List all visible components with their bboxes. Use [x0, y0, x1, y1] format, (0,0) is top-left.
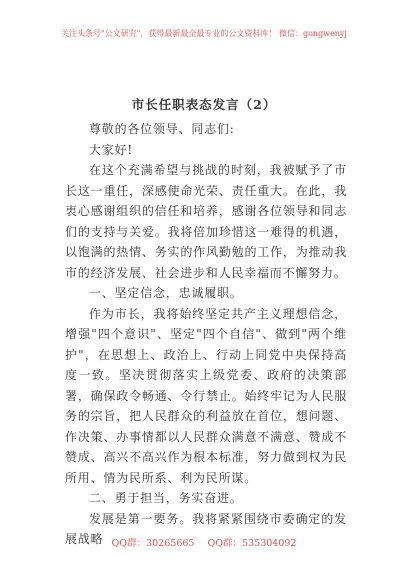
footer-qq-group-1: QQ群：30265665 — [111, 538, 195, 549]
document-body — [65, 119, 347, 550]
section-heading-2: 二、勇于担当，务实奋进。 — [89, 491, 243, 505]
paragraph-section-2: 发展是第一要务。我将紧紧围绕市委确定的发展战略 — [65, 511, 347, 546]
footer-qq-group-2: QQ群：535304092 — [207, 538, 297, 549]
footer-contact — [0, 535, 408, 549]
paragraph-intro: 在这个充满希望与挑战的时刻，我被赋予了市长这一重任，深感使命光荣、责任重大。在此，我衷心感谢组织的信任和培养，感谢各位领导和同志们的支持与关爱。我将倍加珍惜这一难得的机遇，以饱满的热情、务实的作风勤勉的工作，为推动我市的经济发展、社会进步和人民幸福而不懈努力。 — [65, 163, 347, 280]
section-heading-1: 一、坚定信念，忠诚履职。 — [89, 286, 243, 300]
salutation: 尊敬的各位领导、同志们: — [89, 122, 235, 136]
document-title: 市长任职表态发言（2） — [131, 97, 277, 112]
header-promo-note: 关注头条号"公文研究"，获得最新最全最专业的公文资料库！ 微信：gongwenyj — [61, 29, 347, 38]
greeting: 大家好! — [89, 142, 134, 157]
paragraph-section-1: 作为市长，我将始终坚定共产主义理想信念，增强"四个意识"、坚定"四个自信"、做到"两个维护"，在思想上、政治上、行动上同党中央保持高度一致。坚决贯彻落实上级党委、政府的决策部署，确保政令畅通、令行禁止。始终牢记为人民服务的宗旨，把人民群众的利益放在首位，想问题、作决策、办事情都以人民群众满意不满意、赞成不赞成、高兴不高兴作为根本标准，努力做到权为民所用、情为民所系、利为民所谋。 — [65, 306, 347, 485]
